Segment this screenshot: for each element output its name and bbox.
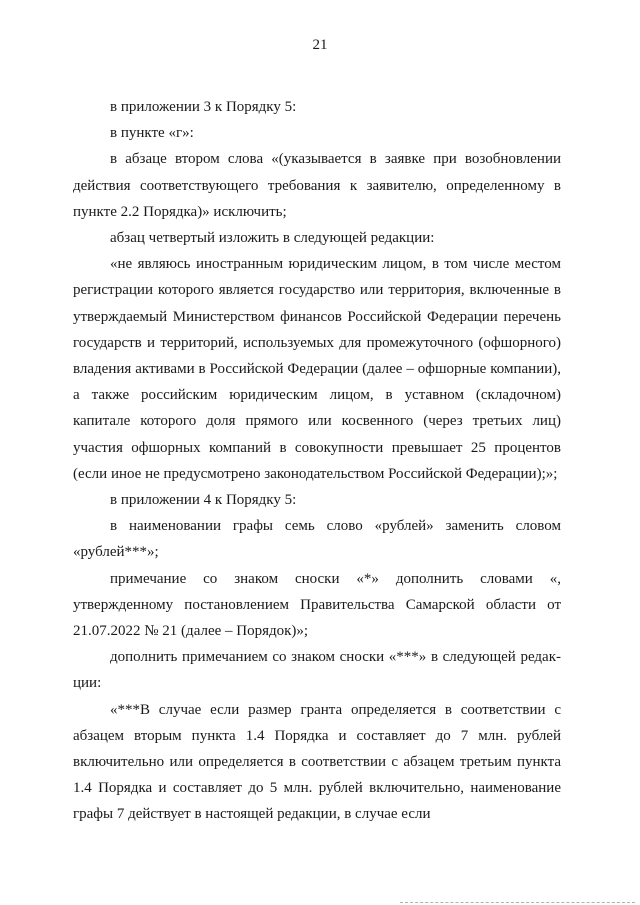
paragraph: в абзаце втором слова «(указывается в заявке при возобновлении действия соответствующего требования к заявителю, определенному в пункте 2.2 Порядка)» исключить; bbox=[73, 151, 561, 220]
paragraph: дополнить примечанием со знаком сноски «***» в следующей редак-ции: bbox=[73, 649, 561, 692]
paragraph: абзац четвертый изложить в следующей редакции: bbox=[110, 230, 435, 247]
paragraph: в наименовании графы семь слово «рублей» заменить словом «рублей***»; bbox=[73, 518, 561, 561]
paragraph: «***В случае если размер гранта определяется в соответствии с абзацем вторым пункта 1.4 Порядка и составляет до 7 млн. рублей включительно или определяется в соответствии с абзацем третьим пункта 1.4 Порядка и составляет до 5 млн. рублей включительно, наименование графы 7 действует в настоящей редакции, в случае если bbox=[73, 701, 561, 823]
paragraph: «не являюсь иностранным юридическим лицом, в том числе местом регистрации которого является государство или территория, включенные в утверждаемый Министерством финансов Российской Федерации перечень государств и территорий, используемых для промежуточного (офшорного) владения активами в Российской Федерации (далее – офшорные компании), а также российским юридическим лицом, в уставном (складочном) капитале которого доля прямого или косвенного (через третьих лиц) участия офшорных компаний в совокупности превышает 25 процентов (если иное не предусмотрено законодательством Российской Федерации);»; bbox=[73, 256, 561, 482]
scan-edge-line bbox=[400, 902, 635, 903]
document-body bbox=[73, 94, 561, 828]
paragraph: в пункте «г»: bbox=[110, 125, 194, 142]
page-number: 21 bbox=[312, 37, 328, 53]
paragraph: примечание со знаком сноски «*» дополнить словами «, утвержденному постановлением Правительства Самарской области от 21.07.2022 № 21 (далее – Порядок)»; bbox=[73, 570, 561, 640]
paragraph: в приложении 3 к Порядку 5: bbox=[110, 99, 297, 115]
paragraph: в приложении 4 к Порядку 5: bbox=[110, 492, 297, 509]
